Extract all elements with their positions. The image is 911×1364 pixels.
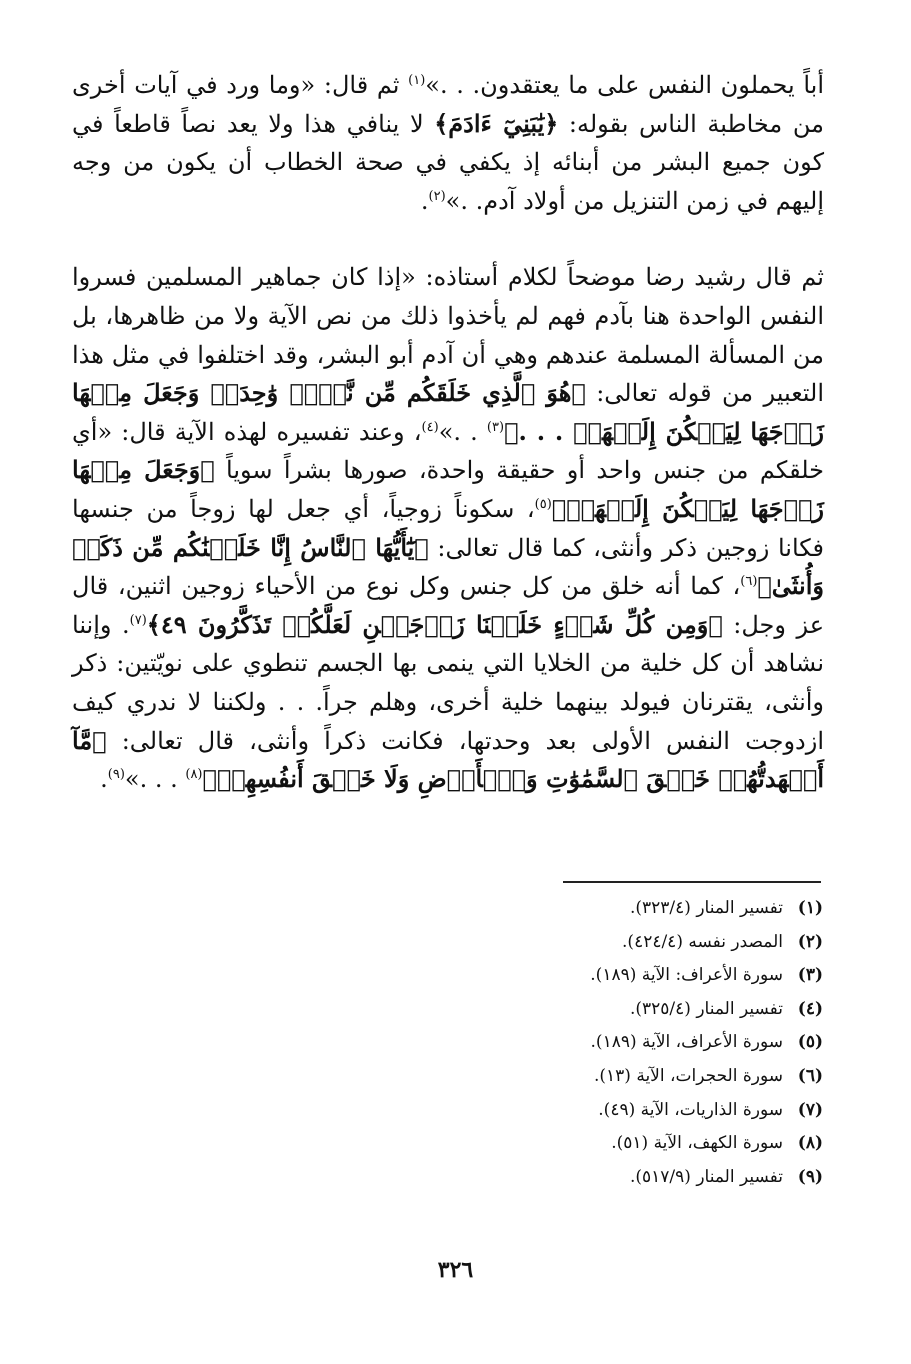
footnote-reference: (٥) xyxy=(534,496,552,512)
quran-quote: ﴿يَٰٓأَيُّهَا ٱلنَّاسُ إِنَّا خَلَقۡنَٰكُم مِّن ذَكَرٖ وَأُنثَىٰ﴾ xyxy=(72,532,824,601)
footnote-number: (٥) xyxy=(797,1032,823,1053)
footnote-item xyxy=(423,1060,823,1094)
footnote-text: سورة الكهف، الآية (٥١). xyxy=(611,1133,783,1154)
text-run: . .» xyxy=(438,417,487,446)
footnote-item xyxy=(423,1094,823,1128)
footnote-number: (٢) xyxy=(797,931,823,952)
page-body xyxy=(72,66,824,799)
footnote-number: (٨) xyxy=(797,1133,823,1154)
footnote-reference: (٨) xyxy=(185,767,203,783)
footnote-text: سورة الأعراف: الآية (١٨٩). xyxy=(590,965,783,986)
footnote-reference: (٢) xyxy=(428,188,446,204)
quran-quote: ﴿يَٰبَنِيٓ ءَادَمَ﴾ xyxy=(434,108,559,138)
text-run: . . .» xyxy=(124,765,186,794)
paragraph-1 xyxy=(72,66,824,220)
footnote-text: سورة الأعراف، الآية (١٨٩). xyxy=(590,1032,783,1053)
page-number: ٣٢٦ xyxy=(437,1257,474,1283)
footnote-item xyxy=(423,892,823,926)
quran-quote: ﴿وَمِن كُلِّ شَيۡءٍ خَلَقۡنَا زَوۡجَيۡنِ لَعَلَّكُمۡ تَذَكَّرُونَ ٤٩﴾ xyxy=(146,609,723,639)
footnote-number: (٤) xyxy=(797,998,823,1019)
footnote-item xyxy=(423,926,823,960)
footnote-number: (٧) xyxy=(797,1099,823,1120)
footnote-reference: (٣) xyxy=(486,419,505,435)
text-run: ثم قال: «وما ورد في آيات أخرى من مخاطبة الناس بقوله: xyxy=(72,71,824,138)
text-run: . xyxy=(100,765,108,794)
footnote-text: تفسير المنار (٣٢٥/٤). xyxy=(629,998,783,1019)
text-run: ثم قال رشيد رضا موضحاً لكلام أستاذه: «إذا كان جماهير المسلمين فسروا النفس الواحدة هنا بآدم فهم لم يأخذوا ذلك من نص الآية ولا من ظاهرها، بل من المسألة المسلمة عندهم وهي أن آدم أبو البشر، وقد اختلفوا في مثل هذا التعبير من قوله تعالى: xyxy=(72,263,824,408)
text-run: . xyxy=(420,186,429,215)
footnote-item xyxy=(423,959,823,993)
footnotes-list xyxy=(423,892,823,1194)
footnote-text: سورة الحجرات، الآية (١٣). xyxy=(593,1065,783,1086)
footnote-number: (٩) xyxy=(797,1166,823,1187)
footnote-number: (٦) xyxy=(797,1065,823,1086)
footnote-text: سورة الذاريات، الآية (٤٩). xyxy=(598,1099,783,1120)
footnote-number: (٣) xyxy=(797,965,823,986)
footnote-item xyxy=(423,993,823,1027)
footnote-reference: (٩) xyxy=(107,767,125,783)
footnote-separator xyxy=(563,881,821,883)
text-run: أباً يحملون النفس على ما يعتقدون. . .» xyxy=(425,71,825,99)
quran-quote: ﴿وَجَعَلَ مِنۡهَا زَوۡجَهَا لِيَسۡكُنَ إِلَيۡهَاۖ﴾ xyxy=(72,455,824,523)
text-run: ، وعند تفسيره لهذه الآية قال: «أي خلقكم من جنس واحد أو حقيقة واحدة، صورها بشراً سوياً xyxy=(72,417,824,485)
footnote-text: المصدر نفسه (٤٢٤/٤). xyxy=(622,931,783,952)
quran-quote: ﴿هُوَ ٱلَّذِي خَلَقَكُم مِّن نَّفۡسٖ وَٰحِدَةٖ وَجَعَلَ مِنۡهَا زَوۡجَهَا لِيَسۡكُنَ إِلَيۡهَاۖ . . .﴾ xyxy=(72,378,825,446)
footnote-item xyxy=(423,1026,823,1060)
footnote-reference: (٤) xyxy=(421,419,439,435)
text-run: ، سكوناً زوجياً، أي جعل لها زوجاً من جنسها فكانا زوجين ذكر وأنثى، كما قال تعالى: xyxy=(72,494,824,562)
paragraph-2 xyxy=(72,258,824,798)
footnote-text: تفسير المنار (٥١٧/٩). xyxy=(629,1166,783,1187)
footnote-reference: (٦) xyxy=(740,574,758,590)
footnote-item xyxy=(423,1127,823,1161)
footnote-text: تفسير المنار (٣٢٣/٤). xyxy=(629,898,783,918)
text-run: . وإننا نشاهد أن كل خلية من الخلايا التي ينمى بها الجسم تنطوي على نويّتين: ذكر وأنثى، يقترنان فيولد بينهما خلية أخرى، وهلم جراً. . . ولكننا لا ندري كيف ازدوجت النفس الأولى بعد وحدتها، فكانت ذكراً وأنثى، قال تعالى: xyxy=(72,610,824,755)
quran-quote: ﴿مَّآ أَشۡهَدتُّهُمۡ خَلۡقَ ٱلسَّمَٰوَٰتِ وَٱلۡأَرۡضِ وَلَا خَلۡقَ أَنفُسِهِمۡ﴾ xyxy=(72,725,824,794)
footnote-reference: (٧) xyxy=(129,612,147,628)
footnote-reference: (١) xyxy=(408,73,426,88)
text-run: لا ينافي هذا ولا يعد نصاً قاطعاً في كون جميع البشر من أبنائه إذ يكفي في صحة الخطاب أن يكون من وجه إليهم في زمن التنزيل من أولاد آدم. .» xyxy=(72,109,824,215)
footnote-number: (١) xyxy=(797,898,823,918)
footnote-item xyxy=(423,1161,823,1195)
text-run: ، كما أنه خلق من كل جنس وكل نوع من الأحياء زوجين اثنين، قال عز وجل: xyxy=(72,572,825,639)
